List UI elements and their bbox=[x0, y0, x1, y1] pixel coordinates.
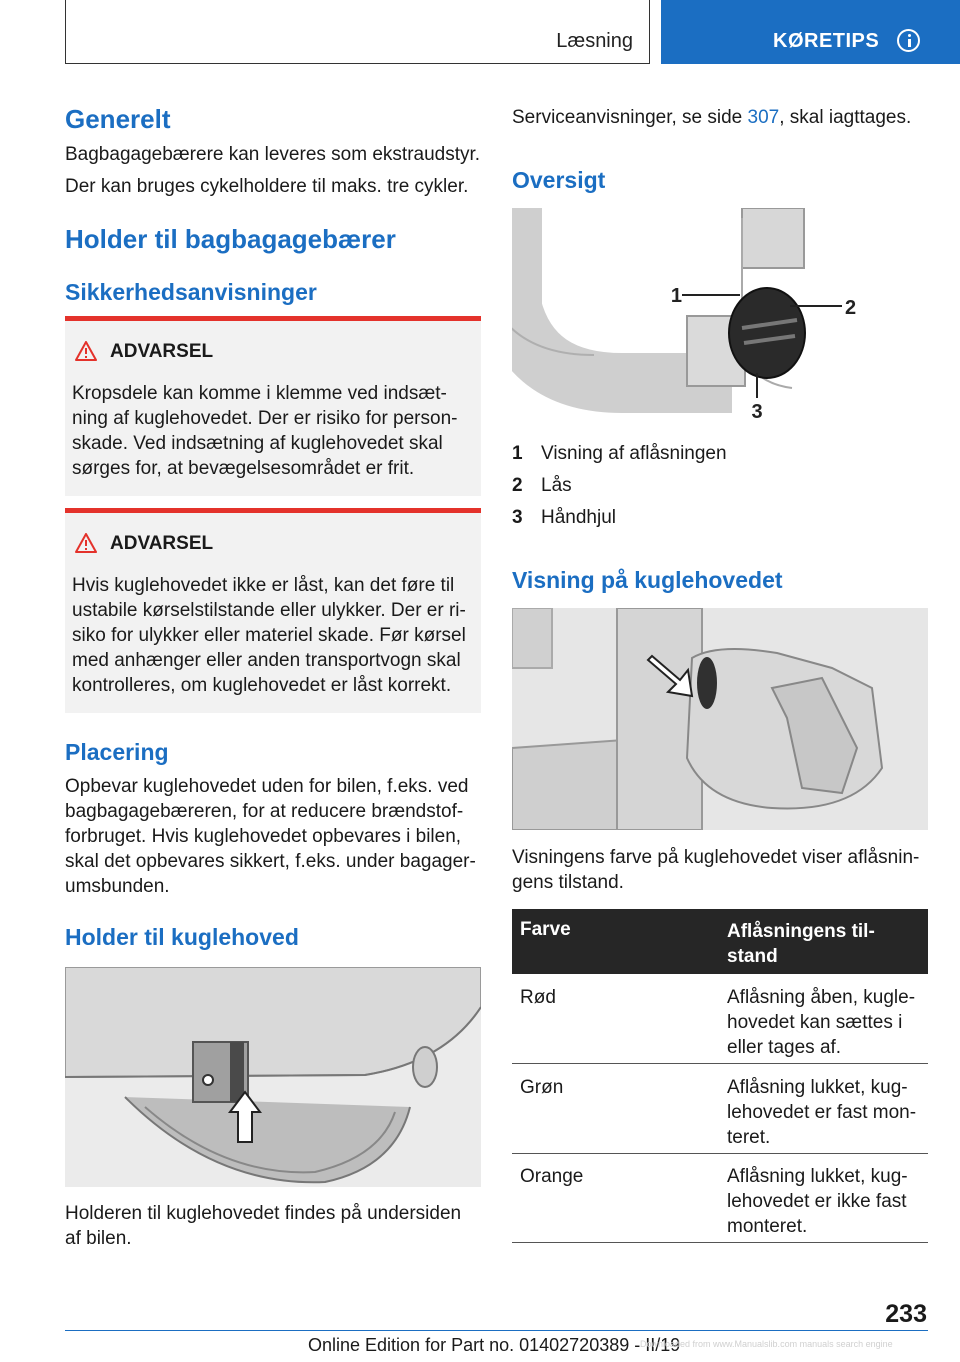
section-tab-label: Læsning bbox=[556, 30, 633, 52]
footer-edition: Online Edition for Part no. 01402720389 - II/19 bbox=[308, 1335, 681, 1355]
chapter-tab-koeretips[interactable] bbox=[661, 0, 960, 64]
table-cell-status-roed: Aflåsning åben, kugle- hovedet kan sættes i eller tages af. bbox=[727, 987, 916, 1058]
heading-placering: Placering bbox=[65, 739, 169, 765]
list-number-3: 3 bbox=[512, 507, 523, 528]
illustration-holder-kuglehoved bbox=[65, 967, 481, 1187]
page-link-307[interactable]: 307 bbox=[747, 107, 780, 128]
table-row-divider bbox=[512, 1242, 928, 1243]
caption-holder-kuglehoved: Holderen til kuglehovedet findes på undersiden af bilen. bbox=[65, 1203, 462, 1249]
table-header-farve: Farve bbox=[520, 919, 571, 940]
warning-triangle-icon bbox=[75, 341, 97, 361]
callout-1: 1 bbox=[670, 285, 682, 307]
heading-holder-kuglehoved: Holder til kuglehoved bbox=[65, 924, 299, 950]
heading-holder-bagbagagebaerer: Holder til bagbagagebærer bbox=[65, 224, 396, 254]
info-icon[interactable] bbox=[897, 29, 920, 52]
illustration-oversigt bbox=[512, 208, 862, 424]
illustration-visning bbox=[512, 608, 928, 830]
heading-visning: Visning på kuglehovedet bbox=[512, 567, 783, 593]
footer-divider bbox=[65, 1330, 928, 1331]
warning-label: ADVARSEL bbox=[110, 341, 214, 362]
list-text-2: Lås bbox=[541, 475, 572, 496]
table-header-aflaasning: Aflåsningens til- stand bbox=[727, 921, 875, 967]
warning-triangle-icon bbox=[75, 533, 97, 553]
heading-sikkerhedsanvisninger: Sikkerhedsanvisninger bbox=[65, 279, 317, 305]
warning-text-2: Hvis kuglehovedet ikke er låst, kan det føre til ustabile kørselstilstande eller ulykker. Der er ri- siko for ulykker eller materiel skade. Før kørsel med anhænger eller anden transportvogn skal kontrolleres, om kuglehovedet er låst korrekt. bbox=[72, 575, 466, 696]
list-number-1: 1 bbox=[512, 443, 523, 464]
heading-oversigt: Oversigt bbox=[512, 167, 606, 193]
table-cell-status-orange: Aflåsning lukket, kug- lehovedet er ikke fast monteret. bbox=[727, 1166, 908, 1237]
callout-3: 3 bbox=[751, 401, 763, 423]
table-cell-farve-orange: Orange bbox=[520, 1166, 584, 1187]
paragraph-generelt-2: Der kan bruges cykelholdere til maks. tre cykler. bbox=[65, 176, 469, 197]
table-row-divider bbox=[512, 1153, 928, 1154]
warning-box-2 bbox=[65, 508, 481, 713]
paragraph-service: Serviceanvisninger, se side 307, skal iagttages. bbox=[512, 107, 912, 128]
table-cell-farve-groen: Grøn bbox=[520, 1077, 564, 1098]
list-number-2: 2 bbox=[512, 475, 523, 496]
table-cell-farve-roed: Rød bbox=[520, 987, 556, 1008]
footer-watermark: Downloaded from www.Manualslib.com manuals search engine bbox=[640, 1339, 893, 1349]
page-number: 233 bbox=[885, 1300, 927, 1328]
list-text-3: Håndhjul bbox=[541, 507, 616, 528]
warning-text-1: Kropsdele kan komme i klemme ved indsæt- ning af kuglehovedet. Der er risiko for person- skade. Ved indsætning af kuglehovedet skal sørges for, at bevægelsesområdet er frit. bbox=[72, 383, 458, 479]
paragraph-generelt-1: Bagbagagebærere kan leveres som ekstraudstyr. bbox=[65, 144, 481, 165]
warning-box-1 bbox=[65, 316, 481, 496]
paragraph-visning: Visningens farve på kuglehovedet viser aflåsnin- gens tilstand. bbox=[512, 847, 920, 893]
section-tab-laesning[interactable] bbox=[65, 0, 650, 64]
callout-2: 2 bbox=[845, 297, 857, 319]
table-header bbox=[512, 909, 928, 974]
paragraph-placering: Opbevar kuglehovedet uden for bilen, f.eks. ved bagbagagebæreren, for at reducere brændstof- forbruget. Hvis kuglehovedet opbevares i bilen, skal det opbevares sikkert, f.eks. under bagager- umsbunden. bbox=[65, 776, 476, 897]
heading-generelt: Generelt bbox=[65, 104, 171, 134]
chapter-tab-label: KØRETIPS bbox=[773, 30, 880, 52]
table-cell-status-groen: Aflåsning lukket, kug- lehovedet er fast mon- teret. bbox=[727, 1077, 917, 1148]
table-row-divider bbox=[512, 1063, 928, 1064]
list-text-1: Visning af aflåsningen bbox=[541, 443, 727, 464]
warning-label: ADVARSEL bbox=[110, 533, 214, 554]
